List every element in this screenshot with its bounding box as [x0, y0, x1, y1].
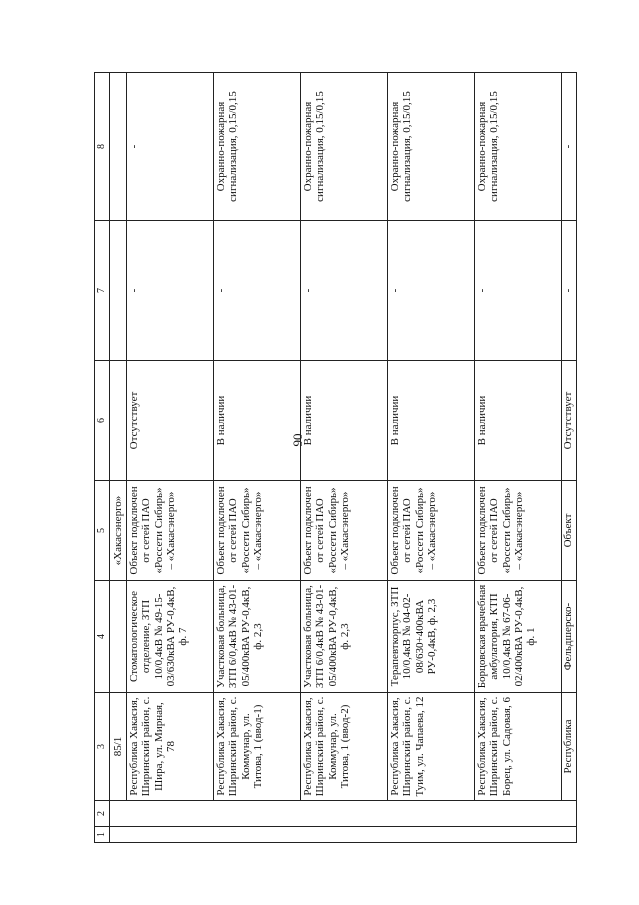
supply-cell: Объект подключен от сетей ПАО «Россети Сибирь» – «Хакасэнерго»	[301, 481, 388, 581]
column-number: 1	[95, 827, 110, 843]
supply-cell: Объект подключен от сетей ПАО «Россети Сибирь» – «Хакасэнерго»	[475, 481, 562, 581]
table-cell	[110, 827, 577, 843]
column-number: 2	[95, 801, 110, 827]
column-number: 3	[95, 693, 110, 801]
address-cell: Республика Хакасия, Ширинский район, с. Борец, ул. Садовая, 6	[475, 693, 562, 801]
alarm-cell: Охранно-пожарная сигнализация, 0,15/0,15	[475, 73, 562, 221]
table-cell: -	[127, 221, 214, 361]
alarm-cell: -	[127, 73, 214, 221]
table-row	[562, 73, 577, 843]
table-cell	[110, 221, 127, 361]
substation-cell: Борцовская врачебная амбулатория, КТП 10/0,4кВ № 67-06-02/400кВА РУ-0,4кВ, ф. 1	[475, 581, 562, 693]
reserve-status-cell: В наличии	[301, 361, 388, 481]
table-row	[475, 73, 562, 843]
table-cell: -	[301, 221, 388, 361]
substation-cell: Стоматологическое отделение, ЗТП 10/0,4кВ № 49-15-03/630кВА РУ-0,4кВ, ф. 7	[127, 581, 214, 693]
reserve-status-cell: В наличии	[475, 361, 562, 481]
table-row	[214, 73, 301, 843]
alarm-cell: Охранно-пожарная сигнализация, 0,15/0,15	[301, 73, 388, 221]
table-row	[127, 73, 214, 843]
column-number: 5	[95, 481, 110, 581]
column-number: 7	[95, 221, 110, 361]
table-cell	[110, 801, 577, 827]
data-table	[94, 72, 577, 843]
table-row	[301, 73, 388, 843]
table-cell: -	[214, 221, 301, 361]
address-cell: Республика Хакасия, Ширинский район, с. Туим, ул. Чапаева, 12	[388, 693, 475, 801]
column-number: 8	[95, 73, 110, 221]
table-cell: -	[475, 221, 562, 361]
address-cell: Республика Хакасия, Ширинский район, с. Коммунар, ул. Титова, 1 (ввод-2)	[301, 693, 388, 801]
table-cell	[110, 581, 127, 693]
address-cell: Республика	[562, 693, 577, 801]
substation-cell: Участковая больница, ЗТП 6/0,4кВ № 43-01-05/400кВА РУ-0,4кВ, ф. 2,3	[301, 581, 388, 693]
column-number: 6	[95, 361, 110, 481]
reserve-status-cell: В наличии	[388, 361, 475, 481]
substation-cell: Терапевткорпус, ЗТП 10/0,4кВ № 04-02-08/630+400кВА РУ-0,4кВ, ф. 2,3	[388, 581, 475, 693]
alarm-cell: -	[562, 73, 577, 221]
table-cell	[110, 73, 127, 221]
table-cell: «Хакасэнерго»	[110, 481, 127, 581]
table-row	[388, 73, 475, 843]
reserve-status-cell: Отсутствует	[127, 361, 214, 481]
table-cell: 85/1	[110, 693, 127, 801]
rotated-table-wrapper	[94, 73, 574, 843]
substation-cell: Фельдшерско-	[562, 581, 577, 693]
supply-cell: Объект подключен от сетей ПАО «Россети Сибирь» – «Хакасэнерго»	[127, 481, 214, 581]
address-cell: Республика Хакасия, Ширинский район, с. Коммунар, ул. Титова, 1 (ввод-1)	[214, 693, 301, 801]
supply-cell: Объект	[562, 481, 577, 581]
supply-cell: Объект подключен от сетей ПАО «Россети Сибирь» – «Хакасэнерго»	[214, 481, 301, 581]
column-number: 4	[95, 581, 110, 693]
reserve-status-cell: В наличии	[214, 361, 301, 481]
supply-cell: Объект подключен от сетей ПАО «Россети Сибирь» – «Хакасэнерго»	[388, 481, 475, 581]
table-cell: -	[388, 221, 475, 361]
table-cell	[110, 361, 127, 481]
alarm-cell: Охранно-пожарная сигнализация, 0,15/0,15	[388, 73, 475, 221]
substation-cell: Участковая больница, ЗТП 6/0,4кВ № 43-01-05/400кВА РУ-0,4кВ, ф. 2,3	[214, 581, 301, 693]
continuation-row	[110, 73, 127, 843]
address-cell: Республика Хакасия, Ширинский район, с. Шира, ул. Мирная, 78	[127, 693, 214, 801]
column-number-row	[95, 73, 110, 843]
table-cell: -	[562, 221, 577, 361]
alarm-cell: Охранно-пожарная сигнализация, 0,15/0,15	[214, 73, 301, 221]
page-number: 90	[290, 433, 305, 447]
reserve-status-cell: Отсутствует	[562, 361, 577, 481]
